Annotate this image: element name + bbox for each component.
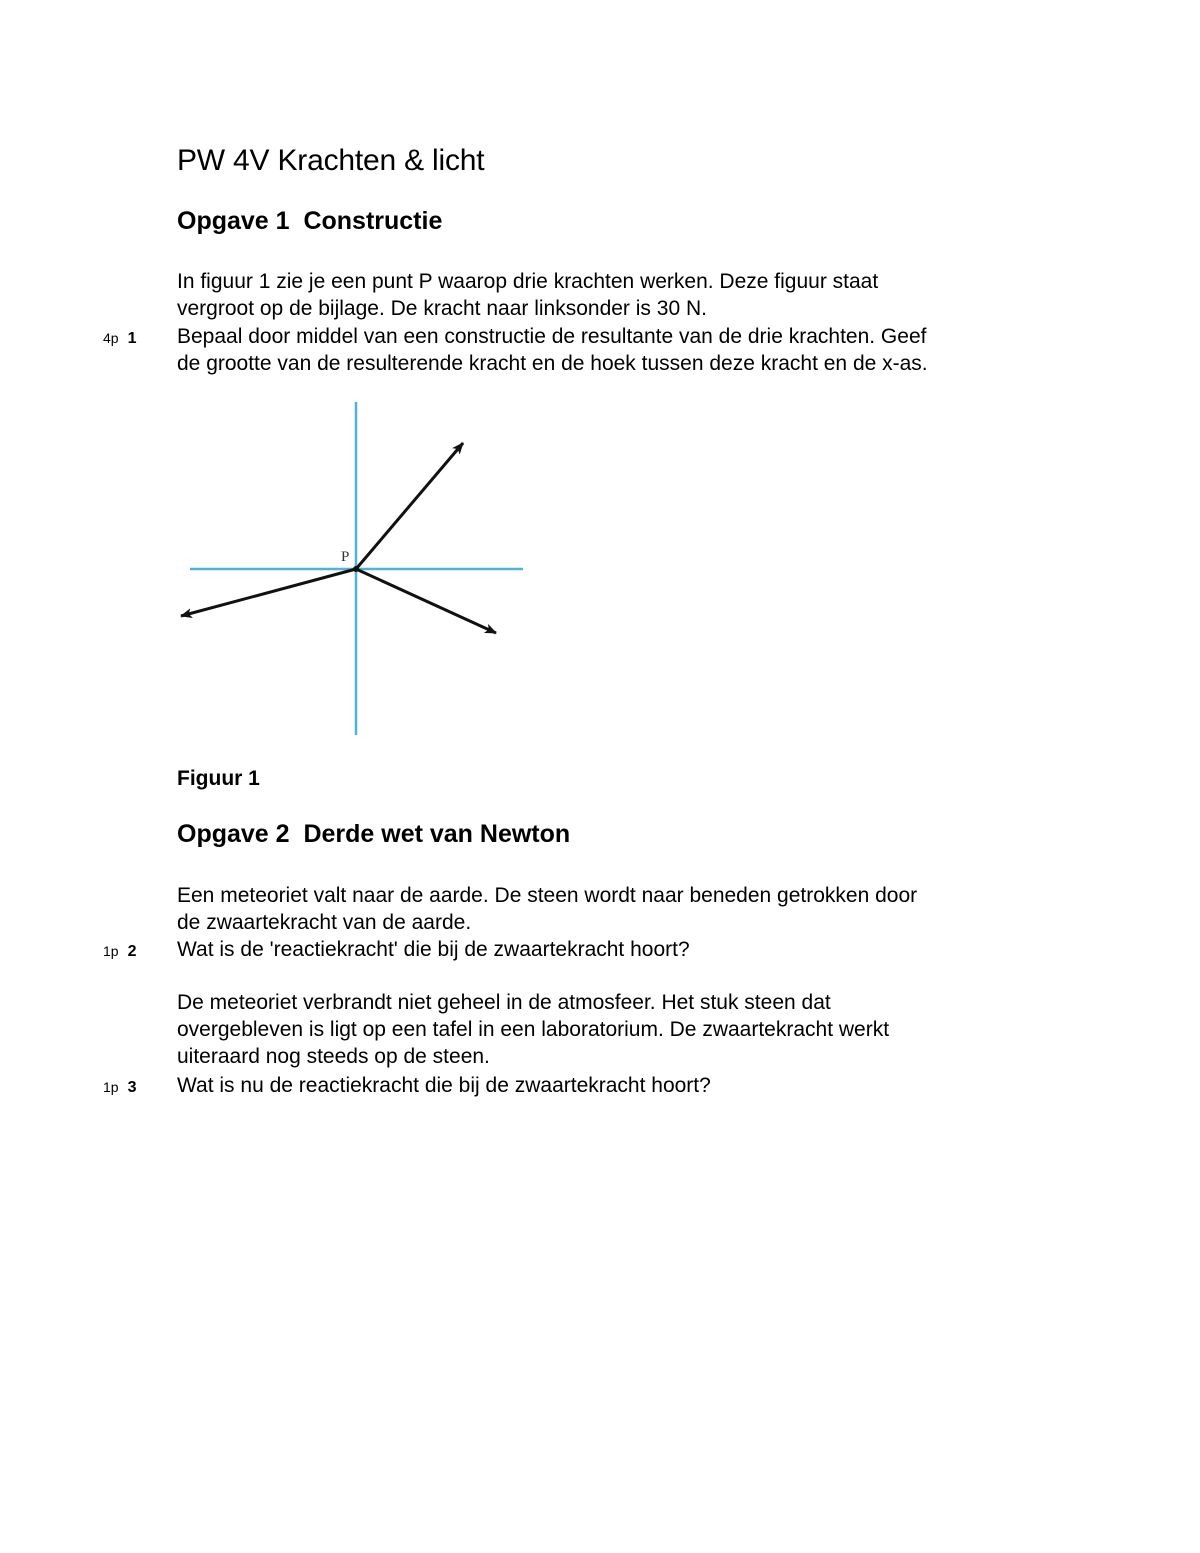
question-1-marker [103,325,136,352]
question-2-line: Wat is de 'reactiekracht' die bij de zwaartekracht hoort? [177,938,690,961]
question-3-text [177,1072,1037,1099]
question-1-text [177,323,1037,377]
opgave-2-heading: Opgave 2 Derde wet van Newton [177,820,571,848]
question-1-points: 4p [103,330,119,346]
question-2-text [177,936,1037,963]
opgave-2-paragraph-2 [177,989,1037,1070]
opgave-2-intro-line: de zwaartekracht van de aarde. [177,911,472,934]
opgave-1-heading: Opgave 1 Constructie [177,207,443,235]
force-diagram-svg [170,395,540,745]
force-diagram [170,395,540,745]
question-1-line: Bepaal door middel van een constructie de resultante van de drie krachten. Geef [177,325,927,348]
point-p-label: P [341,549,350,565]
opgave-1-intro [177,268,1037,322]
figure-caption: Figuur 1 [177,767,260,790]
question-2-marker [103,938,136,965]
force-arrow-lower-right [356,569,496,633]
question-2-points: 1p [103,943,119,959]
question-1-number: 1 [127,330,137,347]
question-1-line: de grootte van de resulterende kracht en de hoek tussen deze kracht en de x-as. [177,352,928,375]
point-p [353,566,359,572]
question-2-number: 2 [127,943,137,960]
opgave-1-intro-line: In figuur 1 zie je een punt P waarop drie krachten werken. Deze figuur staat [177,270,879,293]
force-arrow-upper-right [356,443,463,569]
opgave-2-intro-line: Een meteoriet valt naar de aarde. De steen wordt naar beneden getrokken door [177,884,918,907]
question-3-points: 1p [103,1079,119,1095]
opgave-2-paragraph-2-line: uiteraard nog steeds op de steen. [177,1045,490,1068]
force-arrow-lower-left [181,569,356,616]
opgave-2-paragraph-2-line: De meteoriet verbrandt niet geheel in de atmosfeer. Het stuk steen dat [177,991,831,1014]
opgave-2-intro [177,882,1037,936]
opgave-2-paragraph-2-line: overgebleven is ligt op een tafel in een laboratorium. De zwaartekracht werkt [177,1018,890,1041]
page-title: PW 4V Krachten & licht [177,144,485,177]
opgave-1-intro-line: vergroot op de bijlage. De kracht naar linksonder is 30 N. [177,297,707,320]
question-3-number: 3 [127,1079,137,1096]
question-3-line: Wat is nu de reactiekracht die bij de zwaartekracht hoort? [177,1074,711,1097]
question-3-marker [103,1074,136,1101]
